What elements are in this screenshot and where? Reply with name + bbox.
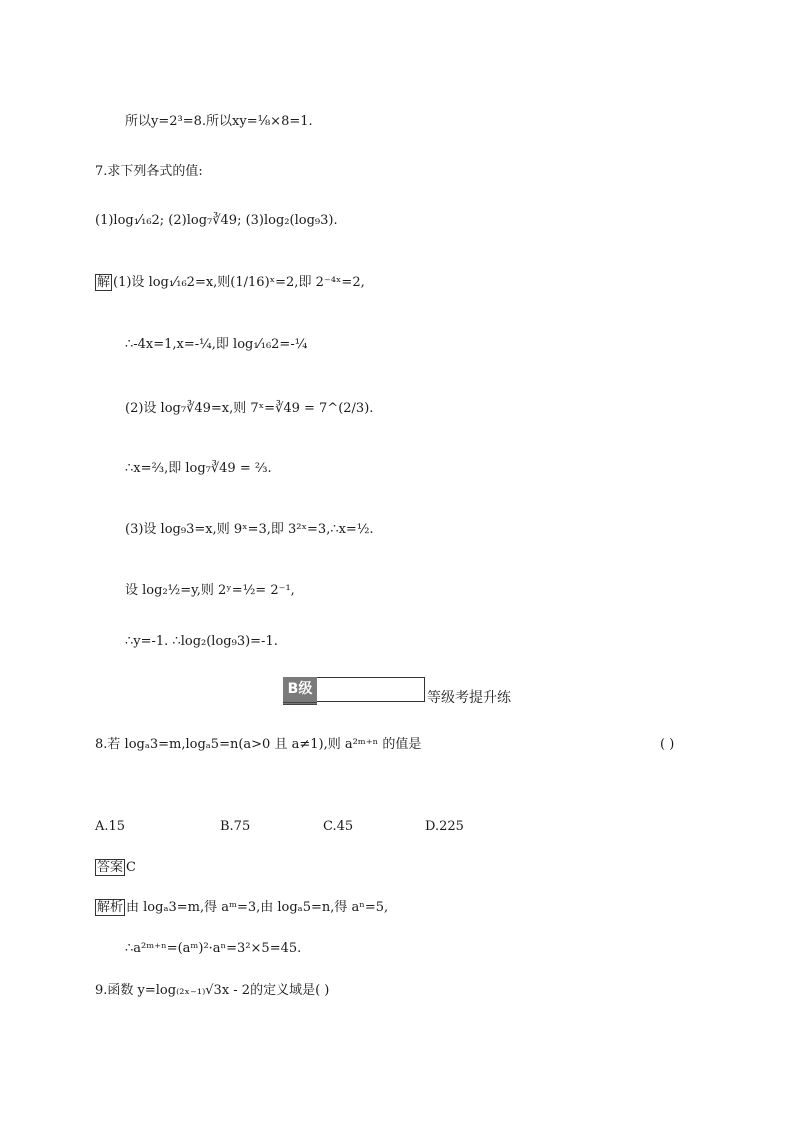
question-9: 9.函数 y=log₍₂ₓ₋₁₎√3x - 2的定义域是( ) — [95, 983, 330, 998]
question-8-answer-blank: ( ) — [660, 737, 675, 752]
solution-line-7: ∴y=-1. ∴log₂(log₉3)=-1. — [125, 634, 278, 649]
option-a: A.15 — [95, 819, 126, 834]
answer-line-8 — [95, 859, 136, 877]
option-b: B.75 — [220, 819, 251, 834]
solution-line-2: ∴-4x=1,x=-¼,即 log₁⁄₁₆2=-¼ — [125, 337, 308, 352]
solution-line-4: ∴x=⅔,即 log₇∛49 = ⅔. — [125, 461, 272, 476]
question-7: 7.求下列各式的值: — [95, 164, 203, 179]
explanation-label: 解析 — [97, 900, 124, 915]
explanation-line-1 — [95, 899, 388, 917]
solution-line-5: (3)设 log₉3=x,则 9ˣ=3,即 3²ˣ=3,∴x=½. — [125, 522, 374, 537]
solution-line-6: 设 log₂½=y,则 2ʸ=½= 2⁻¹, — [125, 583, 295, 598]
answer-label: 答案 — [97, 860, 124, 875]
solution-label: 解 — [97, 275, 111, 290]
answer-value: C — [126, 860, 136, 875]
explanation-line-2: ∴a²ᵐ⁺ⁿ=(aᵐ)²·aⁿ=3²×5=45. — [125, 941, 302, 956]
solution-line-1 — [95, 274, 365, 292]
option-d: D.225 — [425, 819, 464, 834]
question-7-items: (1)log₁⁄₁₆2; (2)log₇∛49; (3)log₂(log₉3). — [95, 213, 338, 228]
solution-text-1: (1)设 log₁⁄₁₆2=x,则(1/16)ˣ=2,即 2⁻⁴ˣ=2, — [113, 275, 365, 290]
answer-line-xy: 所以y=2³=8.所以xy=⅛×8=1. — [125, 114, 313, 129]
section-b-box — [317, 677, 425, 702]
explanation-text-1: 由 logₐ3=m,得 aᵐ=3,由 logₐ5=n,得 aⁿ=5, — [126, 900, 389, 915]
option-c: C.45 — [323, 819, 354, 834]
question-8: 8.若 logₐ3=m,logₐ5=n(a>0 且 a≠1),则 a²ᵐ⁺ⁿ 的值是 — [95, 737, 422, 752]
solution-line-3: (2)设 log₇∛49=x,则 7ˣ=∛49 = 7^(2/3). — [125, 401, 374, 416]
section-b-title: 等级考提升练 — [427, 690, 511, 706]
section-b-tag: B级 — [283, 677, 317, 705]
